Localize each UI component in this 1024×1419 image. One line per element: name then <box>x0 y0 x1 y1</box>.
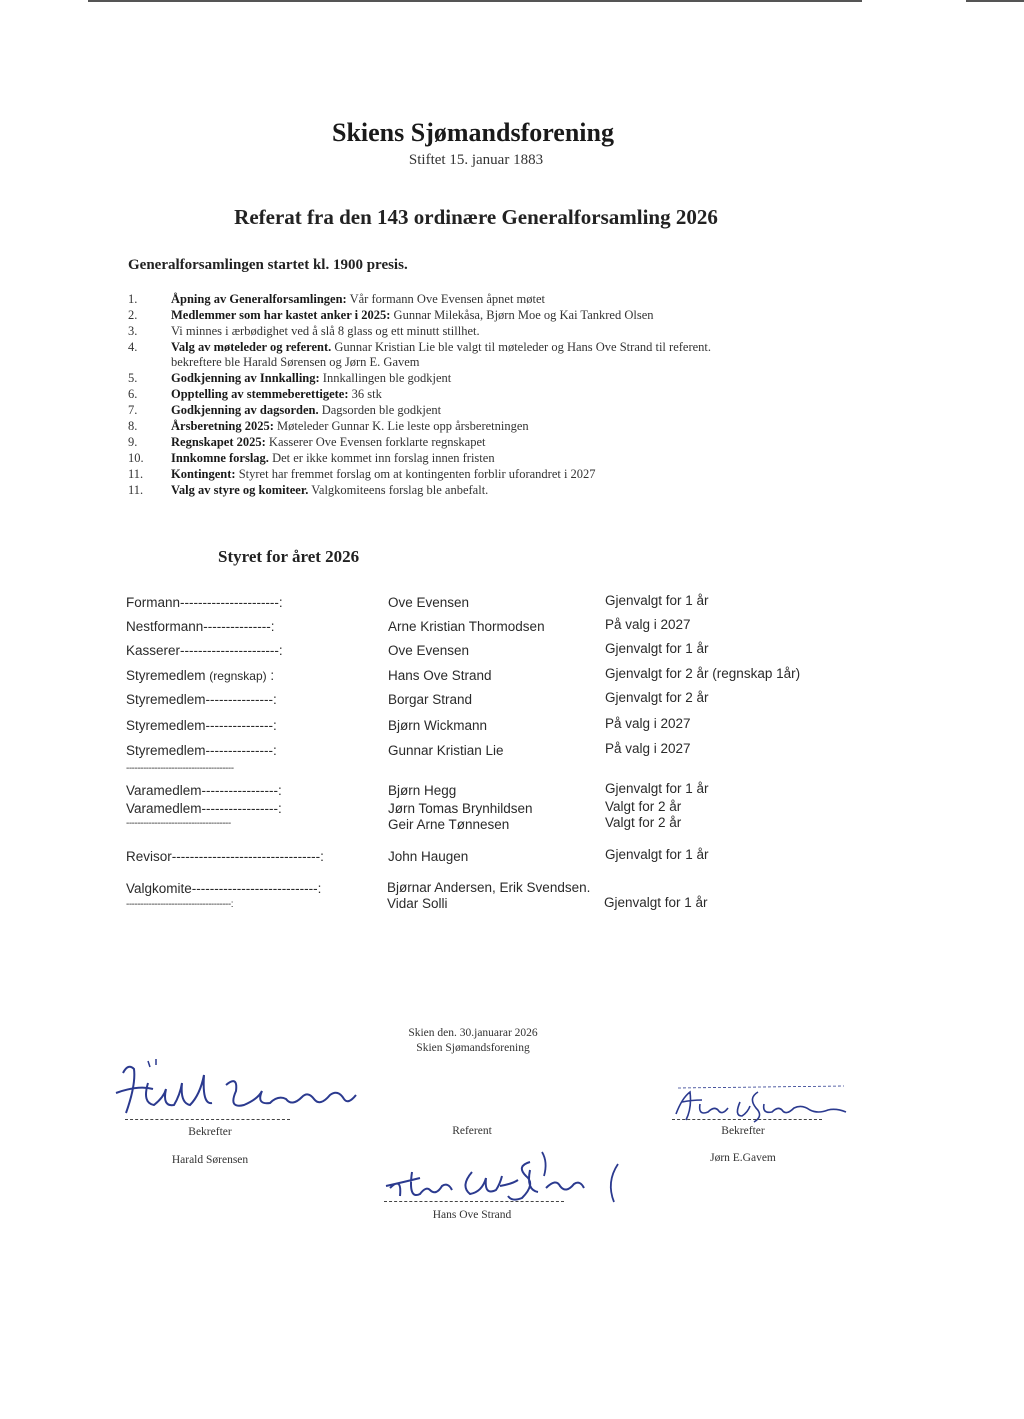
agenda-number: 10. <box>128 451 144 465</box>
agenda-text <box>171 434 486 450</box>
agenda-text <box>171 307 654 323</box>
separator-line: ------------------------------------- <box>126 818 231 829</box>
agenda-detail: Møteleder Gunnar K. Lie leste opp årsberetningen <box>273 419 529 433</box>
agenda-detail: Det er ikke kommet inn forslag innen fristen <box>268 451 495 465</box>
board-title: Styret for året 2026 <box>218 547 360 566</box>
signature-jorn-gavem <box>668 1080 850 1128</box>
agenda-detail: 36 stk <box>348 387 382 401</box>
agenda-number: 4. <box>128 340 138 354</box>
board-person: Bjørn Wickmann <box>388 718 488 733</box>
signature-line-center <box>384 1201 564 1202</box>
founded-date: Stiftet 15. januar 1883 <box>408 152 544 168</box>
agenda-text <box>171 323 480 339</box>
agenda-detail: Gunnar Kristian Lie ble valgt til møteleder og Hans Ove Strand til referent. <box>331 340 712 354</box>
board-term: Gjenvalgt for 1 år <box>605 641 709 656</box>
meeting-start: Generalforsamlingen startet kl. 1900 presis. <box>128 257 408 273</box>
sig-center-role: Referent <box>452 1125 492 1137</box>
scan-edge-top <box>88 0 862 2</box>
deputy-term: Gjenvalgt for 1 år <box>605 781 709 796</box>
deputy-person: Geir Arne Tønnesen <box>388 817 510 832</box>
agenda-item <box>128 307 828 323</box>
agenda-label: Opptelling av stemmeberettigete: <box>171 387 349 401</box>
auditor-person: John Haugen <box>388 849 469 864</box>
agenda-text <box>171 402 441 418</box>
signature-line-right <box>672 1119 822 1120</box>
deputy-person: Bjørn Hegg <box>388 783 457 798</box>
agenda-text <box>171 386 382 402</box>
separator-line: -------------------------------------- <box>126 763 234 774</box>
board-role: Nestformann---------------: <box>126 619 275 634</box>
sig-center-name: Hans Ove Strand <box>432 1209 512 1221</box>
agenda-item <box>128 386 828 402</box>
committee-term: Gjenvalgt for 1 år <box>604 895 708 910</box>
agenda-detail: Styret har fremmet forslag om at kontingenten forblir uforandret i 2027 <box>235 467 596 481</box>
board-term: Gjenvalgt for 2 år <box>605 690 709 705</box>
sig-right-name: Jørn E.Gavem <box>710 1152 776 1164</box>
agenda-detail: Kasserer Ove Evensen forklarte regnskapet <box>265 435 486 449</box>
sig-left-name: Harald Sørensen <box>171 1154 249 1166</box>
committee-role-continuation: -------------------------------------: <box>126 899 233 910</box>
agenda-label: Regnskapet 2025: <box>171 435 266 449</box>
document-title: Skiens Sjømandsforening <box>332 118 614 147</box>
agenda-item <box>128 466 828 482</box>
board-role: Styremedlem---------------: <box>126 692 277 707</box>
agenda-item <box>128 434 828 450</box>
board-role: Styremedlem---------------: <box>126 743 277 758</box>
board-role: Kasserer----------------------: <box>126 643 283 658</box>
agenda-detail: Gunnar Milekåsa, Bjørn Moe og Kai Tankred Olsen <box>390 308 654 322</box>
agenda-number: 6. <box>128 387 138 401</box>
committee-persons: Bjørnar Andersen, Erik Svendsen. <box>387 880 591 895</box>
agenda-text <box>171 339 711 355</box>
agenda-continuation: bekreftere ble Harald Sørensen og Jørn E. Gavem <box>171 355 420 369</box>
agenda-item <box>128 291 828 307</box>
agenda-label: Valg av møteleder og referent. <box>171 340 332 354</box>
board-person: Arne Kristian Thormodsen <box>388 619 545 634</box>
sig-left-role: Bekrefter <box>188 1126 232 1138</box>
agenda-item <box>128 339 828 355</box>
deputy-person: Jørn Tomas Brynhildsen <box>388 801 533 816</box>
sig-right-role: Bekrefter <box>721 1125 765 1137</box>
organization-name: Skien Sjømandsforening <box>416 1042 530 1054</box>
agenda-detail: Valgkomiteens forslag ble anbefalt. <box>308 483 489 497</box>
agenda-text <box>171 370 451 386</box>
board-role: Varamedlem-----------------: <box>126 801 282 816</box>
agenda-item <box>128 323 828 339</box>
agenda-item <box>128 450 828 466</box>
agenda-label: Medlemmer som har kastet anker i 2025: <box>171 308 391 322</box>
agenda-number: 9. <box>128 435 138 449</box>
agenda-detail: Vår formann Ove Evensen åpnet møtet <box>346 292 546 306</box>
board-role: Styremedlem (regnskap) : <box>126 668 275 683</box>
board-role-note: (regnskap) <box>209 669 267 683</box>
agenda-number: 3. <box>128 324 138 338</box>
board-term: På valg i 2027 <box>605 741 691 756</box>
agenda-number: 8. <box>128 419 138 433</box>
auditor-role: Revisor---------------------------------: <box>126 849 324 864</box>
agenda-number: 11. <box>128 467 144 481</box>
agenda-text <box>171 418 529 434</box>
board-person: Gunnar Kristian Lie <box>388 743 504 758</box>
deputy-term: Valgt for 2 år <box>605 815 682 830</box>
board-term: På valg i 2027 <box>605 617 691 632</box>
board-term: Gjenvalgt for 1 år <box>605 593 709 608</box>
agenda-label: Årsberetning 2025: <box>171 419 274 433</box>
board-role: Styremedlem---------------: <box>126 718 277 733</box>
agenda-text <box>171 291 545 307</box>
deputy-term: Valgt for 2 år <box>605 799 682 814</box>
board-role: Varamedlem-----------------: <box>126 783 282 798</box>
agenda-detail: Dagsorden ble godkjent <box>318 403 442 417</box>
agenda-number: 5. <box>128 371 138 385</box>
agenda-text <box>171 482 488 498</box>
agenda-label: Kontingent: <box>171 467 236 481</box>
scan-edge-top-right <box>966 0 1024 2</box>
board-person: Ove Evensen <box>388 643 470 658</box>
committee-person: Vidar Solli <box>387 896 448 911</box>
agenda-label: Godkjenning av dagsorden. <box>171 403 319 417</box>
place-date: Skien den. 30.januarar 2026 <box>408 1027 538 1039</box>
agenda-text <box>171 466 596 482</box>
board-term: På valg i 2027 <box>605 716 691 731</box>
committee-role: Valgkomite----------------------------: <box>126 881 322 896</box>
board-term: Gjenvalgt for 2 år (regnskap 1år) <box>605 666 801 681</box>
agenda-item <box>128 370 828 386</box>
agenda-label: Åpning av Generalforsamlingen: <box>171 292 347 306</box>
board-person: Hans Ove Strand <box>388 668 492 683</box>
agenda-number: 2. <box>128 308 138 322</box>
auditor-term: Gjenvalgt for 1 år <box>605 847 709 862</box>
agenda-item <box>128 402 828 418</box>
minutes-heading: Referat fra den 143 ordinære Generalforsamling 2026 <box>234 205 718 229</box>
agenda-item <box>128 482 828 498</box>
agenda-label: Valg av styre og komiteer. <box>171 483 309 497</box>
agenda-list <box>128 291 828 498</box>
board-person: Ove Evensen <box>388 595 470 610</box>
agenda-number: 7. <box>128 403 138 417</box>
agenda-detail: Vi minnes i ærbødighet ved å slå 8 glass og ett minutt stillhet. <box>171 324 480 338</box>
signature-line-left <box>125 1119 290 1120</box>
board-role: Formann----------------------: <box>126 595 283 610</box>
agenda-item <box>128 418 828 434</box>
signature-harald-sorensen <box>108 1055 363 1121</box>
agenda-label: Godkjenning av Innkalling: <box>171 371 320 385</box>
agenda-number: 11. <box>128 483 144 497</box>
agenda-number: 1. <box>128 292 138 306</box>
agenda-detail: Innkallingen ble godkjent <box>319 371 452 385</box>
board-person: Borgar Strand <box>388 692 473 707</box>
agenda-label: Innkomne forslag. <box>171 451 269 465</box>
signature-hans-ove-strand <box>380 1142 625 1210</box>
agenda-text <box>171 450 495 466</box>
